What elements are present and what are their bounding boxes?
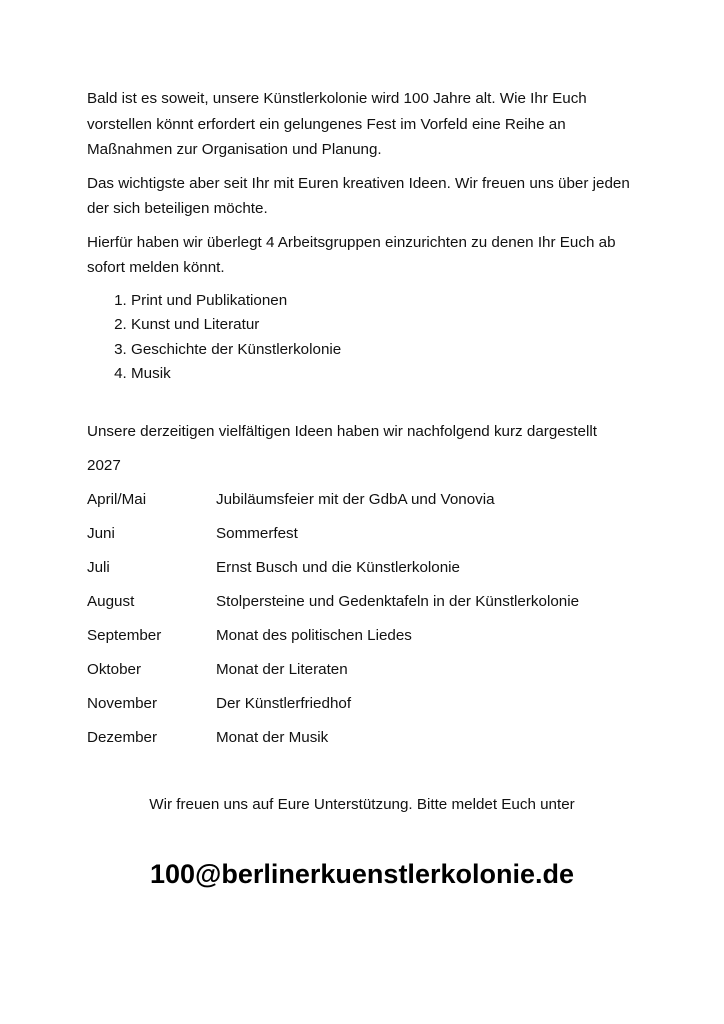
- schedule-event: Stolpersteine und Gedenktafeln in der Künstlerkolonie: [216, 593, 580, 610]
- schedule-event: Monat der Literaten: [216, 661, 348, 678]
- schedule-month: Oktober: [87, 661, 142, 678]
- schedule-row: [87, 522, 647, 556]
- schedule-event: Jubiläumsfeier mit der GdbA und Vonovia: [216, 491, 495, 508]
- schedule-row: [87, 692, 647, 726]
- schedule-month: August: [87, 593, 135, 610]
- intro-paragraph-1: Bald ist es soweit, unsere Künstlerkolonie wird 100 Jahre alt. Wie Ihr Euch vorstellen könnt erfordert ein gelungenes Fest im Vorfeld eine Reihe an Maßnahmen zur Organisation und Planung.: [87, 90, 587, 158]
- schedule-month: September: [87, 627, 162, 644]
- schedule-row: [87, 624, 647, 658]
- working-group-item: 1. Print und Publikationen: [131, 289, 647, 314]
- schedule-event: Monat der Musik: [216, 729, 329, 746]
- schedule-month: November: [87, 695, 158, 712]
- schedule-row: [87, 556, 647, 590]
- working-group-item: 3. Geschichte der Künstlerkolonie: [131, 338, 647, 363]
- working-groups-list: [87, 289, 647, 387]
- working-group-item: 2. Kunst und Literatur: [131, 313, 647, 338]
- schedule-month: Juni: [87, 525, 115, 542]
- closing-text: Wir freuen uns auf Eure Unterstützung. Bitte meldet Euch unter: [149, 796, 575, 813]
- event-schedule: [87, 488, 647, 760]
- schedule-event: Der Künstlerfriedhof: [216, 695, 352, 712]
- schedule-month: Juli: [87, 559, 110, 576]
- schedule-event: Monat des politischen Liedes: [216, 627, 412, 644]
- schedule-row: [87, 488, 647, 522]
- contact-email: 100@berlinerkuenstlerkolonie.de: [150, 859, 574, 889]
- schedule-row: [87, 726, 647, 760]
- schedule-row: [87, 658, 647, 692]
- intro-paragraph-2: Das wichtigste aber seit Ihr mit Euren kreativen Ideen. Wir freuen uns über jeden der sich beteiligen möchte.: [87, 174, 630, 217]
- document-page: [87, 86, 647, 746]
- year-heading: 2027: [87, 457, 121, 474]
- schedule-month: April/Mai: [87, 491, 147, 508]
- intro-paragraph-3: Hierfür haben wir überlegt 4 Arbeitsgruppen einzurichten zu denen Ihr Euch ab sofort melden könnt.: [87, 233, 616, 276]
- schedule-event: Sommerfest: [216, 525, 298, 542]
- ideas-intro: Unsere derzeitigen vielfältigen Ideen haben wir nachfolgend kurz dargestellt: [87, 423, 597, 440]
- working-group-item: 4. Musik: [131, 362, 647, 387]
- schedule-event: Ernst Busch und die Künstlerkolonie: [216, 559, 460, 576]
- schedule-row: [87, 590, 647, 624]
- schedule-month: Dezember: [87, 729, 158, 746]
